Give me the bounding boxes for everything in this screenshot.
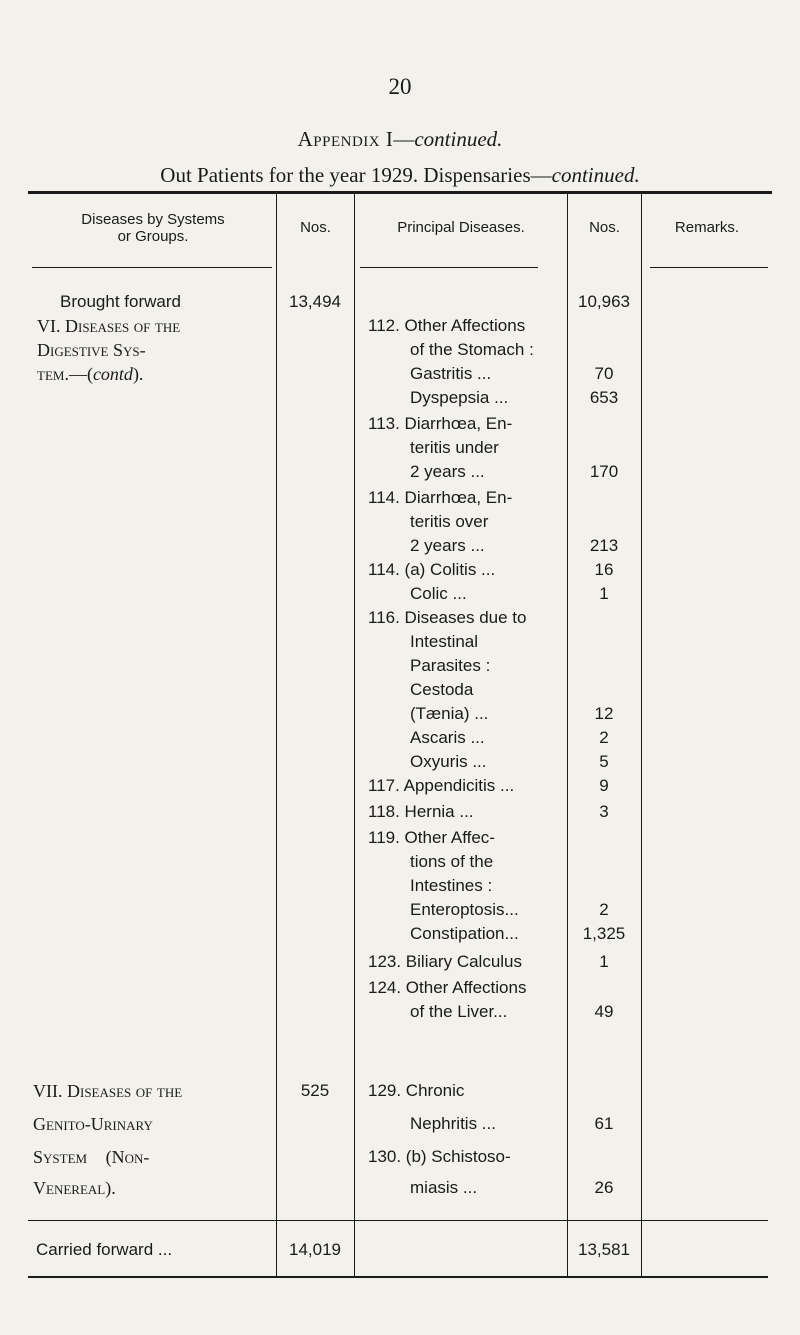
disease-count: 2: [599, 728, 609, 747]
system-vii-line1: VII. Diseases of the: [33, 1081, 183, 1101]
title-dash: —: [393, 127, 415, 151]
brought-forward-nos1: 13,494: [289, 292, 341, 311]
disease-label: 117. Appendicitis ...: [368, 776, 515, 795]
disease-count: 2: [599, 900, 609, 919]
carried-forward-label: Carried forward ...: [36, 1240, 173, 1259]
disease-label: teritis under: [410, 438, 499, 457]
disease-count: 1: [599, 584, 609, 603]
column-divider-2: [354, 194, 355, 1276]
subtitle-main: Out Patients for the year 1929. Dispensaries: [160, 163, 531, 187]
disease-label: of the Stomach :: [410, 340, 534, 359]
system-vi-line3a: tem.—(: [37, 364, 93, 384]
disease-label: 114. Diarrhœa, En-: [368, 488, 513, 507]
disease-label: 116. Diseases due to: [368, 608, 527, 627]
disease-label: 118. Hernia ...: [368, 802, 474, 821]
disease-label: 123. Biliary Calculus: [368, 952, 523, 971]
system-vii-line2: Genito-Urinary: [33, 1114, 153, 1134]
system-vi-line1: VI. Diseases of the: [37, 316, 181, 336]
page-number: 20: [388, 74, 412, 99]
disease-label: 112. Other Affections: [368, 316, 526, 335]
disease-count: 1,325: [582, 924, 626, 943]
disease-count: 5: [599, 752, 609, 771]
appendix-label: Appendix I: [297, 127, 394, 151]
disease-count: 170: [589, 462, 619, 481]
system-vii-line3: System (Non-: [33, 1147, 150, 1167]
bottom-rule: [28, 1276, 768, 1278]
column-divider-4: [641, 194, 642, 1276]
disease-label: Parasites :: [410, 656, 491, 675]
brought-forward-nos2: 10,963: [578, 292, 630, 311]
disease-label: miasis ...: [410, 1178, 478, 1197]
system-vi-line3: [37, 364, 143, 385]
disease-label: Cestoda: [410, 680, 474, 699]
disease-label: Intestinal: [410, 632, 479, 651]
disease-label: Dyspepsia ...: [410, 388, 509, 407]
header-principal: Principal Diseases.: [397, 219, 525, 236]
disease-label: (Tænia) ...: [410, 704, 489, 723]
header-rule-col5: [650, 267, 768, 268]
disease-count: 653: [589, 388, 619, 407]
disease-label: 113. Diarrhœa, En-: [368, 414, 513, 433]
disease-label: 119. Other Affec-: [368, 828, 495, 847]
disease-label: Gastritis ...: [410, 364, 492, 383]
disease-count: 213: [589, 536, 619, 555]
disease-label: Constipation...: [410, 924, 519, 943]
appendix-title: [0, 127, 800, 152]
system-vi-line3b: contd: [92, 364, 133, 384]
system-vi-line2: Digestive Sys-: [37, 340, 146, 360]
disease-count: 49: [594, 1002, 614, 1021]
table-subtitle: [0, 163, 800, 188]
header-systems-line1: Diseases by Systems: [81, 211, 225, 228]
header-nos-2: Nos.: [589, 219, 620, 236]
disease-label: 114. (a) Colitis ...: [368, 560, 496, 579]
disease-count: 61: [594, 1114, 614, 1133]
header-systems-line2: or Groups.: [117, 228, 189, 245]
disease-label: 129. Chronic: [368, 1081, 465, 1100]
system-vii-line4: Venereal).: [33, 1178, 116, 1198]
header-remarks: Remarks.: [674, 219, 740, 236]
carried-forward-nos2: 13,581: [578, 1240, 630, 1259]
top-rule: [28, 191, 772, 194]
system-vi-line3c: ).: [132, 364, 144, 384]
disease-count: 12: [594, 704, 614, 723]
header-rule-col3: [360, 267, 538, 268]
disease-label: Oxyuris ...: [410, 752, 487, 771]
disease-count: 1: [599, 952, 609, 971]
disease-label: Nephritis ...: [410, 1114, 496, 1133]
disease-label: 2 years ...: [410, 462, 485, 481]
disease-count: 70: [594, 364, 614, 383]
disease-label: Colic ...: [410, 584, 467, 603]
disease-label: Ascaris ...: [410, 728, 485, 747]
header-nos-1: Nos.: [300, 219, 331, 236]
brought-forward-label: Brought forward: [60, 292, 181, 311]
subtitle-dash: —: [530, 163, 552, 187]
disease-label: Enteroptosis...: [410, 900, 519, 919]
disease-label: tions of the: [410, 852, 494, 871]
title-continued: continued.: [414, 127, 503, 151]
disease-label: teritis over: [410, 512, 489, 531]
disease-count: 26: [594, 1178, 614, 1197]
header-rule-col1: [32, 267, 272, 268]
disease-label: 130. (b) Schistoso-: [368, 1147, 511, 1166]
disease-count: 3: [599, 802, 609, 821]
disease-label: of the Liver...: [410, 1002, 508, 1021]
subtitle-continued: continued.: [551, 163, 640, 187]
disease-count: 16: [594, 560, 614, 579]
disease-label: 124. Other Affections: [368, 978, 527, 997]
disease-label: 2 years ...: [410, 536, 485, 555]
column-divider-1: [276, 194, 277, 1276]
carried-forward-nos1: 14,019: [289, 1240, 341, 1259]
carried-top-rule: [28, 1220, 768, 1221]
disease-count: 9: [599, 776, 609, 795]
system-vii-nos: 525: [300, 1081, 330, 1100]
header-systems: [30, 211, 276, 245]
disease-label: Intestines :: [410, 876, 493, 895]
